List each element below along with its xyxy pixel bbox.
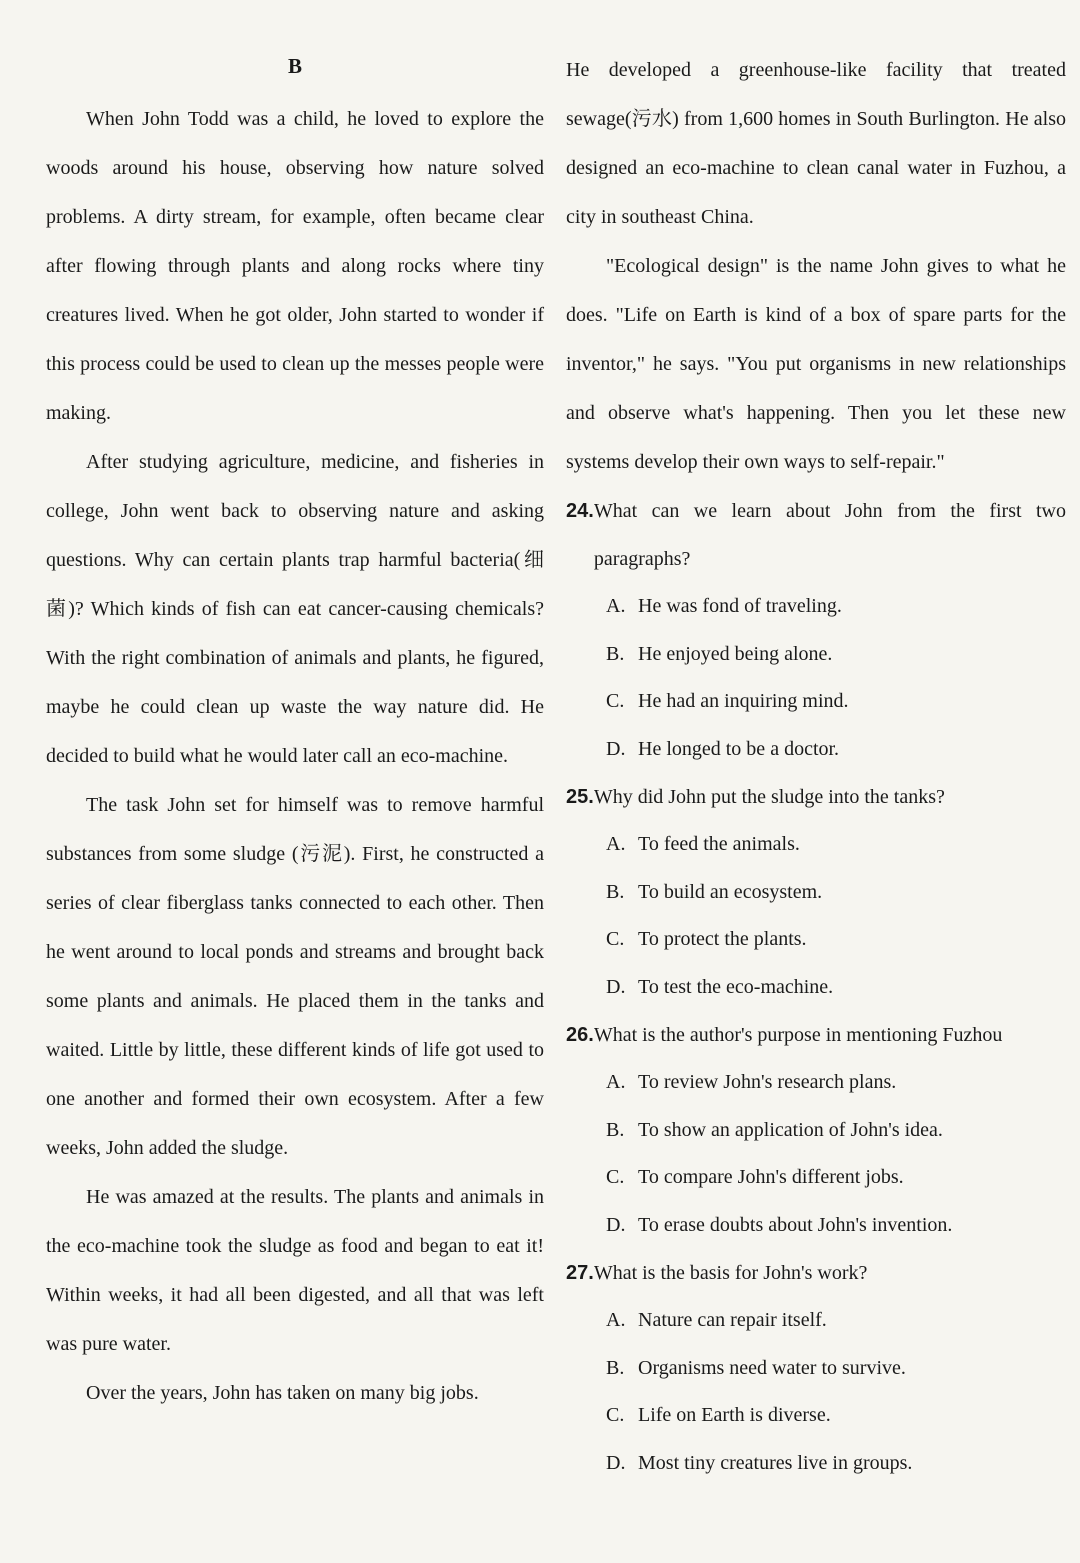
answer-option[interactable]: C. To compare John's different jobs. [606, 1166, 904, 1188]
answer-option[interactable]: C. To protect the plants. [606, 928, 807, 950]
answer-option[interactable]: A. Nature can repair itself. [606, 1309, 827, 1331]
passage-paragraph: Over the years, John has taken on many big jobs. [86, 1382, 479, 1404]
answer-options [606, 1297, 1066, 1487]
question-24 [566, 487, 1066, 773]
answer-option[interactable]: C. He had an inquiring mind. [606, 690, 849, 712]
section-heading: B [287, 54, 302, 78]
answer-option[interactable]: B. He enjoyed being alone. [606, 642, 833, 665]
question-text: What is the basis for John's work? [593, 1262, 868, 1284]
answer-option[interactable]: A. To feed the animals. [606, 833, 800, 855]
question-number: 25. [566, 786, 594, 808]
answer-option[interactable]: C. Life on Earth is diverse. [606, 1404, 831, 1426]
question-26 [566, 1011, 1066, 1249]
passage-paragraph: "Ecological design" is the name John gives to what he does. "Life on Earth is kind of a box of spare parts for the inventor," he says. "You put organisms in new relationships and observe what's happening. Then you let these new systems develop their own ways to self-repair." [566, 255, 1066, 473]
right-column [566, 46, 1066, 1487]
answer-option[interactable]: B. To show an application of John's idea. [606, 1118, 943, 1141]
answer-option[interactable]: D. Most tiny creatures live in groups. [606, 1451, 913, 1474]
answer-options [606, 821, 1066, 1011]
answer-option[interactable]: D. To test the eco-machine. [606, 975, 834, 998]
passage-paragraph: After studying agriculture, medicine, and fisheries in college, John went back to observing nature and asking questions. Why can certain plants trap harmful bacteria(细菌)? Which kinds of fish can eat cancer-causing chemicals? With the right combination of animals and plants, he figured, maybe he could clean up waste the way nature did. He decided to build what he would later call an eco-machine. [46, 451, 544, 767]
answer-options [606, 1059, 1066, 1249]
question-number: 24. [566, 500, 594, 522]
left-column [46, 46, 544, 1418]
answer-option[interactable]: B. Organisms need water to survive. [606, 1356, 906, 1379]
passage-paragraph: He developed a greenhouse-like facility that treated sewage(污水) from 1,600 homes in South Burlington. He also designed an eco-machine to clean canal water in Fuzhou, a city in southeast China. [566, 59, 1066, 228]
answer-options [606, 583, 1066, 773]
answer-option[interactable]: B. To build an ecosystem. [606, 880, 823, 903]
question-text: Why did John put the sludge into the tanks? [593, 786, 945, 808]
question-number: 26. [566, 1024, 594, 1046]
answer-option[interactable]: A. To review John's research plans. [606, 1071, 897, 1093]
passage-paragraph: He was amazed at the results. The plants and animals in the eco-machine took the sludge as food and began to eat it! Within weeks, it had all been digested, and all that was left was pure water. [46, 1186, 544, 1355]
answer-option[interactable]: D. To erase doubts about John's invention. [606, 1213, 953, 1236]
question-text: What can we learn about John from the first two paragraphs? [593, 500, 1066, 570]
answer-option[interactable]: A. He was fond of traveling. [606, 595, 842, 617]
passage-paragraph: The task John set for himself was to remove harmful substances from some sludge (污泥). First, he constructed a series of clear fiberglass tanks connected to each other. Then he went around to local ponds and streams and brought back some plants and animals. He placed them in the tanks and waited. Little by little, these different kinds of life got used to one another and formed their own ecosystem. After a few weeks, John added the sludge. [46, 794, 544, 1159]
question-27 [566, 1249, 1066, 1487]
answer-option[interactable]: D. He longed to be a doctor. [606, 737, 840, 760]
question-text: What is the author's purpose in mentioning Fuzhou [593, 1024, 1003, 1046]
question-number: 27. [566, 1262, 594, 1284]
question-25 [566, 773, 1066, 1011]
passage-paragraph: When John Todd was a child, he loved to explore the woods around his house, observing how nature solved problems. A dirty stream, for example, often became clear after flowing through plants and along rocks where tiny creatures lived. When he got older, John started to wonder if this process could be used to clean up the messes people were making. [46, 108, 544, 424]
